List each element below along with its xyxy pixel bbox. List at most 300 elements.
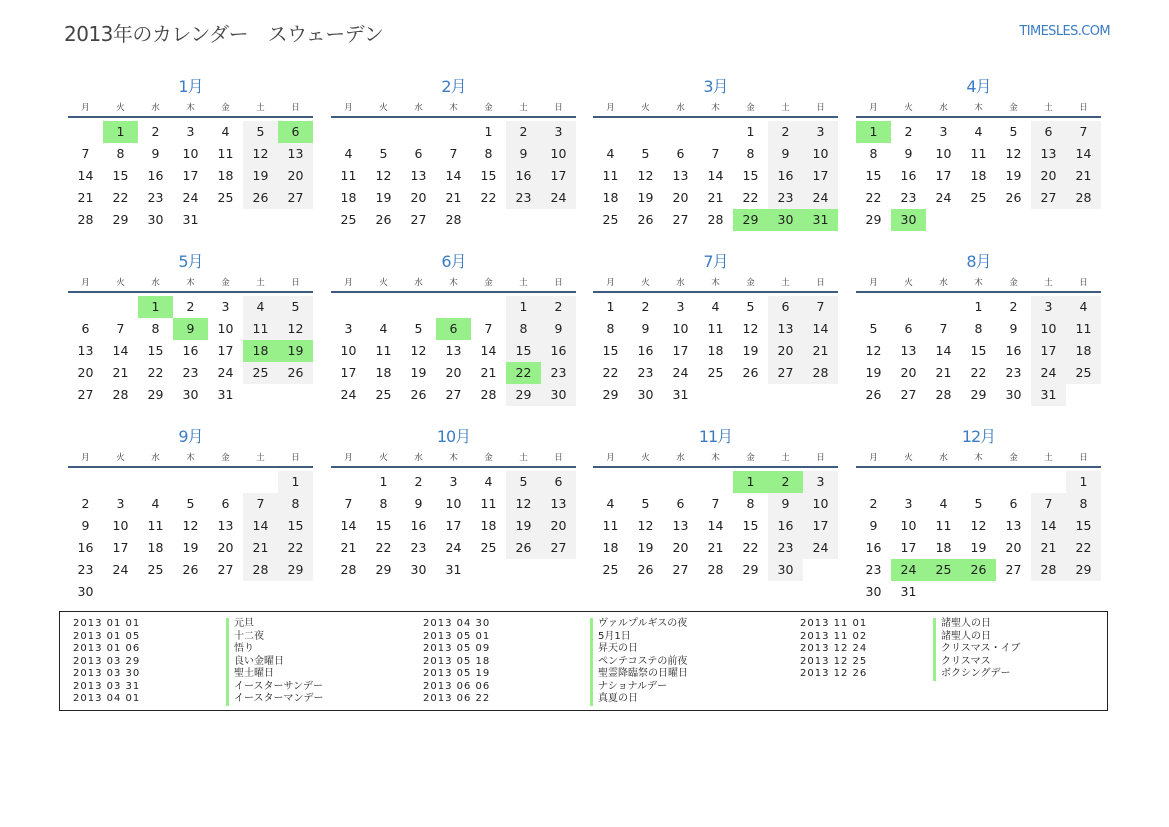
weekday-label: 日: [1079, 278, 1088, 288]
day-cell: 10: [803, 493, 838, 515]
weekday-label: 火: [904, 103, 913, 113]
holiday-name: イースターマンデー: [226, 693, 324, 706]
day-cell: 26: [742, 365, 759, 380]
day-cell: 3: [676, 299, 685, 314]
day-cell: 5: [641, 496, 650, 511]
day-cell: 4: [484, 474, 493, 489]
month-divider: [331, 466, 576, 468]
day-cell: 26: [506, 537, 541, 559]
day-cell: 31: [1031, 384, 1066, 406]
month-5: [68, 249, 313, 419]
day-cell: 11: [375, 343, 392, 358]
day-cell: 10: [112, 518, 129, 533]
day-cell: 16: [147, 168, 164, 183]
weekday-label: 木: [449, 453, 458, 463]
day-cell: 24: [672, 365, 689, 380]
day-cell: 2: [904, 124, 913, 139]
day-cell: 15: [112, 168, 129, 183]
day-cell: 25: [375, 387, 392, 402]
day-cell: 31: [217, 387, 234, 402]
day-cell: 23: [541, 362, 576, 384]
day-cell: 7: [81, 146, 90, 161]
weekday-header: [68, 101, 313, 115]
day-cell: 31: [182, 212, 199, 227]
day-cell: 11: [935, 518, 952, 533]
day-cell: 19: [970, 540, 987, 555]
weekday-label: 月: [606, 453, 615, 463]
day-cell: 30: [541, 384, 576, 406]
day-cell: 22: [480, 190, 497, 205]
day-cell: 14: [707, 168, 724, 183]
day-cell: 2: [768, 121, 803, 143]
day-cell: 20: [410, 190, 427, 205]
day-cell: 7: [484, 321, 493, 336]
weekday-header: [593, 276, 838, 290]
day-cell: 5: [1009, 124, 1018, 139]
month-label: 2月: [441, 77, 466, 96]
weekday-label: 火: [641, 278, 650, 288]
day-cell: 13: [672, 518, 689, 533]
weekday-label: 水: [414, 103, 423, 113]
day-cell: 5: [506, 471, 541, 493]
month-label: 12月: [961, 427, 996, 446]
day-cell: 21: [803, 340, 838, 362]
day-cell: 15: [375, 518, 392, 533]
weekday-label: 土: [256, 278, 265, 288]
day-cell: 12: [182, 518, 199, 533]
day-cell: 10: [803, 143, 838, 165]
day-cell: 12: [865, 343, 882, 358]
holiday-day-cell: 31: [803, 209, 838, 231]
day-cell: 15: [506, 340, 541, 362]
holiday-date: 2013 05 18: [423, 655, 491, 667]
month-divider: [593, 116, 838, 118]
holiday-name: 悟り: [226, 643, 324, 656]
weekday-label: 木: [186, 453, 195, 463]
day-cell: 20: [1031, 165, 1066, 187]
weekday-label: 木: [974, 103, 983, 113]
day-cell: 28: [340, 562, 357, 577]
day-cell: 30: [865, 584, 882, 599]
day-cell: 12: [506, 493, 541, 515]
day-cell: 22: [970, 365, 987, 380]
month-label: 1月: [178, 77, 203, 96]
day-cell: 6: [1031, 121, 1066, 143]
holiday-name: 真夏の日: [590, 693, 688, 706]
day-cell: 17: [182, 168, 199, 183]
day-cell: 12: [375, 168, 392, 183]
day-cell: 3: [186, 124, 195, 139]
day-cell: 17: [900, 540, 917, 555]
weekday-label: 日: [291, 453, 300, 463]
day-cell: 29: [506, 384, 541, 406]
day-cell: 12: [410, 343, 427, 358]
day-cell: 27: [278, 187, 313, 209]
day-cell: 11: [707, 321, 724, 336]
day-cell: 17: [803, 165, 838, 187]
day-cell: 21: [707, 190, 724, 205]
day-cell: 9: [904, 146, 913, 161]
day-cell: 12: [278, 318, 313, 340]
day-cell: 3: [449, 474, 458, 489]
day-cell: 8: [278, 493, 313, 515]
day-cell: 7: [344, 496, 353, 511]
day-cell: 15: [480, 168, 497, 183]
day-cell: 16: [768, 165, 803, 187]
weekday-label: 月: [344, 453, 353, 463]
month-8: [856, 249, 1101, 419]
day-cell: 6: [904, 321, 913, 336]
month-2: [331, 74, 576, 244]
day-cell: 28: [707, 212, 724, 227]
day-cell: 20: [900, 365, 917, 380]
holiday-name: 良い金曜日: [226, 656, 324, 669]
day-cell: 27: [445, 387, 462, 402]
day-cell: 29: [1066, 559, 1101, 581]
weekday-header: [331, 451, 576, 465]
day-cell: 30: [77, 584, 94, 599]
day-cell: 17: [217, 343, 234, 358]
weekday-label: 金: [221, 103, 230, 113]
weekday-label: 金: [484, 103, 493, 113]
day-cell: 19: [637, 540, 654, 555]
day-cell: 3: [904, 496, 913, 511]
holiday-name: 十二夜: [226, 631, 324, 644]
holiday-date: 2013 12 25: [800, 655, 868, 667]
weekday-label: 金: [484, 453, 493, 463]
day-cell: 31: [672, 387, 689, 402]
holiday-names-column: [590, 618, 688, 706]
day-cell: 17: [541, 165, 576, 187]
holiday-name: 元旦: [226, 618, 324, 631]
day-cell: 5: [974, 496, 983, 511]
day-cell: 10: [672, 321, 689, 336]
weekday-label: 月: [869, 453, 878, 463]
weekday-label: 木: [711, 453, 720, 463]
weekday-label: 水: [151, 103, 160, 113]
day-cell: 23: [77, 562, 94, 577]
day-cell: 22: [865, 190, 882, 205]
weekday-label: 木: [186, 278, 195, 288]
holiday-name: 5月1日: [590, 631, 688, 644]
day-cell: 20: [278, 165, 313, 187]
holiday-name: クリスマス・イブ: [933, 643, 1020, 656]
day-cell: 8: [506, 318, 541, 340]
day-cell: 30: [147, 212, 164, 227]
month-9: [68, 424, 313, 599]
day-cell: 16: [410, 518, 427, 533]
holiday-date: 2013 12 26: [800, 668, 868, 679]
day-cell: 13: [672, 168, 689, 183]
weekday-label: 土: [781, 453, 790, 463]
day-cell: 21: [445, 190, 462, 205]
weekday-header: [331, 101, 576, 115]
day-cell: 27: [77, 387, 94, 402]
holiday-dates-column: [423, 618, 490, 706]
day-cell: 13: [1005, 518, 1022, 533]
day-cell: 10: [1031, 318, 1066, 340]
holiday-day-cell: 19: [278, 340, 313, 362]
day-cell: 8: [746, 496, 755, 511]
holiday-day-cell: 18: [243, 340, 278, 362]
holiday-date: 2013 03 31: [73, 680, 141, 692]
day-cell: 18: [970, 168, 987, 183]
weekday-header: [331, 276, 576, 290]
holiday-date: 2013 05 01: [423, 630, 491, 642]
weekday-label: 金: [746, 453, 755, 463]
day-cell: 24: [340, 387, 357, 402]
holiday-name: イースターサンデー: [226, 681, 324, 694]
day-cell: 27: [217, 562, 234, 577]
day-cell: 20: [217, 540, 234, 555]
weekday-label: 日: [816, 103, 825, 113]
day-cell: 25: [147, 562, 164, 577]
holiday-list: [59, 611, 1108, 711]
weekday-label: 金: [484, 278, 493, 288]
day-cell: 30: [1005, 387, 1022, 402]
weekday-label: 水: [939, 103, 948, 113]
weekday-label: 金: [1009, 278, 1018, 288]
day-cell: 28: [1066, 187, 1101, 209]
day-cell: 3: [221, 299, 230, 314]
day-cell: 12: [970, 518, 987, 533]
day-cell: 24: [182, 190, 199, 205]
weekday-header: [593, 101, 838, 115]
day-cell: 24: [445, 540, 462, 555]
day-cell: 2: [151, 124, 160, 139]
day-cell: 4: [606, 496, 615, 511]
day-cell: 4: [344, 146, 353, 161]
day-cell: 26: [637, 562, 654, 577]
weekday-label: 水: [676, 453, 685, 463]
day-cell: 19: [1005, 168, 1022, 183]
holiday-day-cell: 25: [926, 559, 961, 581]
day-cell: 5: [746, 299, 755, 314]
day-cell: 15: [970, 343, 987, 358]
day-cell: 13: [768, 318, 803, 340]
day-cell: 21: [340, 540, 357, 555]
day-cell: 23: [1005, 365, 1022, 380]
holiday-name: ボクシングデー: [933, 668, 1020, 681]
day-cell: 26: [243, 187, 278, 209]
day-cell: 30: [637, 387, 654, 402]
day-cell: 26: [278, 362, 313, 384]
holiday-name: 聖土曜日: [226, 668, 324, 681]
day-cell: 14: [340, 518, 357, 533]
day-cell: 17: [445, 518, 462, 533]
weekday-label: 金: [746, 278, 755, 288]
day-cell: 18: [340, 190, 357, 205]
month-label: 6月: [441, 252, 466, 271]
day-cell: 9: [641, 321, 650, 336]
day-cell: 22: [147, 365, 164, 380]
holiday-day-cell: 1: [856, 121, 891, 143]
day-cell: 8: [379, 496, 388, 511]
day-cell: 30: [768, 559, 803, 581]
day-cell: 11: [1066, 318, 1101, 340]
day-cell: 4: [379, 321, 388, 336]
weekday-label: 日: [1079, 103, 1088, 113]
day-cell: 2: [641, 299, 650, 314]
holiday-name: ヴァルプルギスの夜: [590, 618, 688, 631]
day-cell: 14: [112, 343, 129, 358]
holiday-date: 2013 05 09: [423, 643, 491, 654]
day-cell: 5: [278, 296, 313, 318]
day-cell: 8: [1066, 493, 1101, 515]
day-cell: 25: [243, 362, 278, 384]
day-cell: 29: [375, 562, 392, 577]
holiday-name: 諸聖人の日: [933, 631, 1020, 644]
day-cell: 19: [410, 365, 427, 380]
holiday-name: ナショナルデー: [590, 681, 688, 694]
day-cell: 10: [445, 496, 462, 511]
weekday-label: 水: [939, 278, 948, 288]
day-cell: 9: [81, 518, 90, 533]
day-cell: 3: [344, 321, 353, 336]
day-cell: 9: [768, 143, 803, 165]
day-cell: 3: [939, 124, 948, 139]
holiday-day-cell: 29: [733, 209, 768, 231]
day-cell: 2: [81, 496, 90, 511]
day-cell: 4: [711, 299, 720, 314]
holiday-name: クリスマス: [933, 656, 1020, 669]
day-cell: 1: [506, 296, 541, 318]
weekday-label: 土: [519, 278, 528, 288]
holiday-date: 2013 03 29: [73, 655, 141, 667]
day-cell: 25: [602, 562, 619, 577]
day-cell: 6: [541, 471, 576, 493]
holiday-name: 諸聖人の日: [933, 618, 1020, 631]
day-cell: 2: [186, 299, 195, 314]
weekday-label: 日: [554, 278, 563, 288]
holiday-names-column: [226, 618, 324, 706]
day-cell: 23: [768, 537, 803, 559]
weekday-label: 水: [151, 453, 160, 463]
month-12: [856, 424, 1101, 599]
month-7: [593, 249, 838, 419]
holiday-day-cell: 1: [733, 471, 768, 493]
weekday-header: [856, 451, 1101, 465]
day-cell: 29: [112, 212, 129, 227]
day-cell: 28: [77, 212, 94, 227]
day-cell: 23: [865, 562, 882, 577]
day-cell: 24: [803, 537, 838, 559]
day-cell: 4: [1066, 296, 1101, 318]
day-cell: 26: [865, 387, 882, 402]
holiday-date: 2013 03 30: [73, 668, 141, 679]
day-cell: 10: [900, 518, 917, 533]
day-cell: 11: [340, 168, 357, 183]
day-cell: 4: [151, 496, 160, 511]
holiday-dates-column: [800, 618, 867, 681]
weekday-label: 月: [81, 453, 90, 463]
weekday-label: 月: [81, 278, 90, 288]
day-cell: 15: [742, 168, 759, 183]
day-cell: 18: [1066, 340, 1101, 362]
day-cell: 16: [1005, 343, 1022, 358]
month-10: [331, 424, 576, 594]
day-cell: 28: [243, 559, 278, 581]
month-divider: [68, 466, 313, 468]
day-cell: 28: [707, 562, 724, 577]
day-cell: 31: [445, 562, 462, 577]
weekday-label: 月: [606, 278, 615, 288]
day-cell: 3: [541, 121, 576, 143]
day-cell: 1: [746, 124, 755, 139]
weekday-label: 水: [414, 453, 423, 463]
day-cell: 7: [116, 321, 125, 336]
day-cell: 11: [970, 146, 987, 161]
day-cell: 11: [147, 518, 164, 533]
weekday-label: 水: [676, 278, 685, 288]
holiday-day-cell: 30: [768, 209, 803, 231]
day-cell: 24: [541, 187, 576, 209]
day-cell: 27: [672, 562, 689, 577]
day-cell: 7: [449, 146, 458, 161]
day-cell: 16: [637, 343, 654, 358]
day-cell: 10: [541, 143, 576, 165]
day-cell: 17: [112, 540, 129, 555]
day-cell: 3: [803, 471, 838, 493]
day-cell: 14: [445, 168, 462, 183]
day-cell: 9: [1009, 321, 1018, 336]
day-cell: 2: [541, 296, 576, 318]
site-link[interactable]: TIMESLES.COM: [1019, 24, 1110, 39]
day-cell: 11: [217, 146, 234, 161]
day-cell: 11: [602, 518, 619, 533]
day-cell: 23: [900, 190, 917, 205]
day-cell: 14: [77, 168, 94, 183]
day-cell: 24: [217, 365, 234, 380]
day-cell: 24: [112, 562, 129, 577]
day-cell: 23: [182, 365, 199, 380]
day-cell: 30: [182, 387, 199, 402]
day-cell: 18: [707, 343, 724, 358]
day-cell: 18: [375, 365, 392, 380]
month-divider: [68, 116, 313, 118]
day-cell: 17: [803, 515, 838, 537]
day-cell: 26: [375, 212, 392, 227]
weekday-label: 月: [344, 278, 353, 288]
weekday-header: [593, 451, 838, 465]
holiday-day-cell: 9: [173, 318, 208, 340]
holiday-date: 2013 06 22: [423, 693, 491, 704]
day-cell: 5: [243, 121, 278, 143]
month-4: [856, 74, 1101, 244]
weekday-label: 月: [81, 103, 90, 113]
weekday-label: 土: [1044, 278, 1053, 288]
day-cell: 13: [541, 493, 576, 515]
holiday-date: 2013 01 01: [73, 618, 141, 629]
day-cell: 29: [865, 212, 882, 227]
day-cell: 26: [637, 212, 654, 227]
day-cell: 22: [278, 537, 313, 559]
weekday-label: 日: [554, 103, 563, 113]
weekday-label: 日: [291, 278, 300, 288]
day-cell: 6: [676, 496, 685, 511]
month-6: [331, 249, 576, 419]
day-cell: 1: [606, 299, 615, 314]
holiday-date: 2013 01 05: [73, 630, 141, 642]
day-cell: 7: [1031, 493, 1066, 515]
day-cell: 11: [243, 318, 278, 340]
holiday-day-cell: 22: [506, 362, 541, 384]
weekday-label: 火: [379, 453, 388, 463]
weekday-label: 日: [816, 453, 825, 463]
day-cell: 8: [974, 321, 983, 336]
day-cell: 15: [602, 343, 619, 358]
weekday-header: [856, 101, 1101, 115]
